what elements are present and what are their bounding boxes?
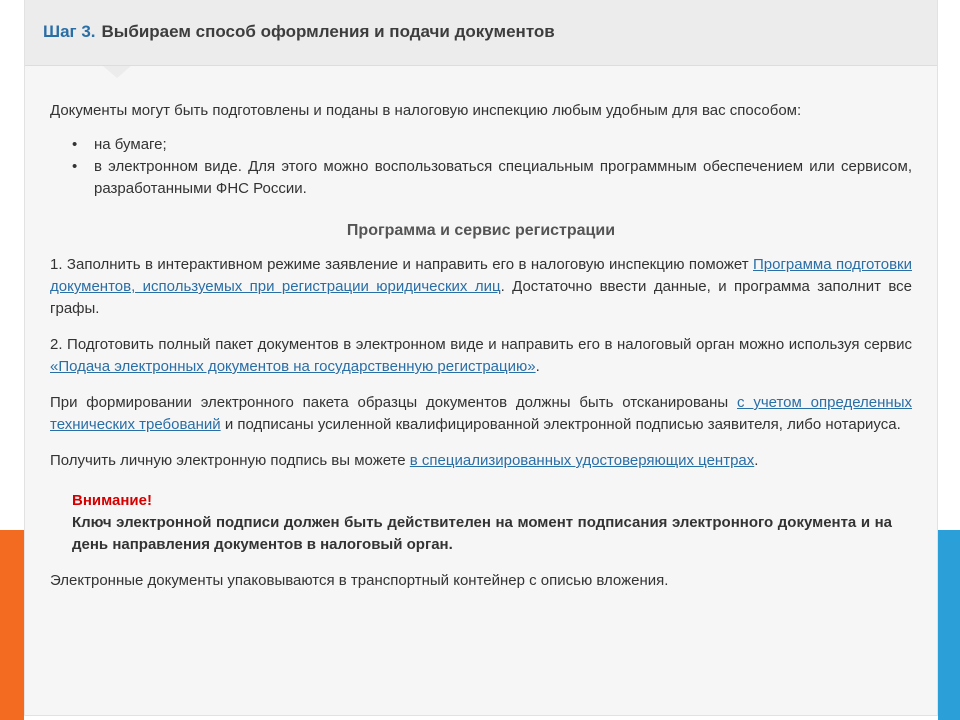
- step-card: [24, 0, 938, 716]
- intro-text: Документы могут быть подготовлены и поданы в налоговую инспекцию любым удобным для вас способом:: [50, 102, 802, 119]
- paragraph-text: . Достаточно ввести данные, и программа заполнит все графы.: [50, 278, 912, 317]
- paragraph-text: Получить личную электронную подпись вы можете: [50, 452, 410, 469]
- paragraph-text: При формировании электронного пакета образцы документов должны быть отсканированы: [50, 394, 738, 411]
- program-link[interactable]: Программа подготовки документов, используемых при регистрации юридических лиц: [50, 256, 912, 295]
- list-item: [72, 134, 912, 156]
- paragraph-text: и подписаны усиленной квалифицированной электронной подписью заявителя, либо нотариуса.: [220, 416, 901, 433]
- paragraph-text: .: [535, 358, 540, 375]
- list-item: [72, 156, 912, 200]
- method-paper: на бумаге;: [94, 136, 167, 153]
- paragraph-requirements: [50, 392, 912, 436]
- card-content: [50, 100, 912, 606]
- header-pointer-notch: [103, 66, 131, 78]
- paragraph-service: [50, 334, 912, 378]
- closing-text: Электронные документы упаковываются в транспортный контейнер с описью вложения.: [50, 572, 669, 589]
- paragraph-text: .: [754, 452, 759, 469]
- warning-title: Внимание!: [72, 492, 152, 509]
- warning-text: Ключ электронной подписи должен быть действителен на момент подписания электронного документа и на день направления документов в налоговый орган.: [72, 514, 892, 553]
- orange-accent-bar: [0, 530, 24, 720]
- paragraph-program: [50, 254, 912, 320]
- bullet-icon: •: [72, 158, 78, 175]
- methods-list: [50, 134, 912, 200]
- step-label: Шаг 3.: [43, 22, 96, 41]
- bullet-icon: •: [72, 136, 78, 153]
- card-header: [25, 0, 937, 66]
- service-link[interactable]: «Подача электронных документов на государственную регистрацию»: [50, 358, 536, 375]
- page-title: [43, 22, 555, 42]
- paragraph-signature: [50, 450, 912, 472]
- method-electronic: в электронном виде. Для этого можно воспользоваться специальным программным обеспечением или сервисом, разработанными ФНС России.: [94, 158, 912, 197]
- section-heading: Программа и сервис регистрации: [346, 222, 616, 239]
- warning-block: [72, 490, 892, 556]
- requirements-link[interactable]: с учетом определенных технических требований: [50, 394, 913, 433]
- paragraph-text: 2. Подготовить полный пакет документов в электронном виде и направить его в налоговый орган можно используя сервис: [50, 336, 912, 353]
- paragraph-text: 1. Заполнить в интерактивном режиме заявление и направить его в налоговую инспекцию поможет: [50, 256, 753, 273]
- step-title: Выбираем способ оформления и подачи документов: [101, 22, 555, 41]
- certification-centers-link[interactable]: в специализированных удостоверяющих центрах: [409, 452, 755, 469]
- blue-accent-bar: [938, 530, 960, 720]
